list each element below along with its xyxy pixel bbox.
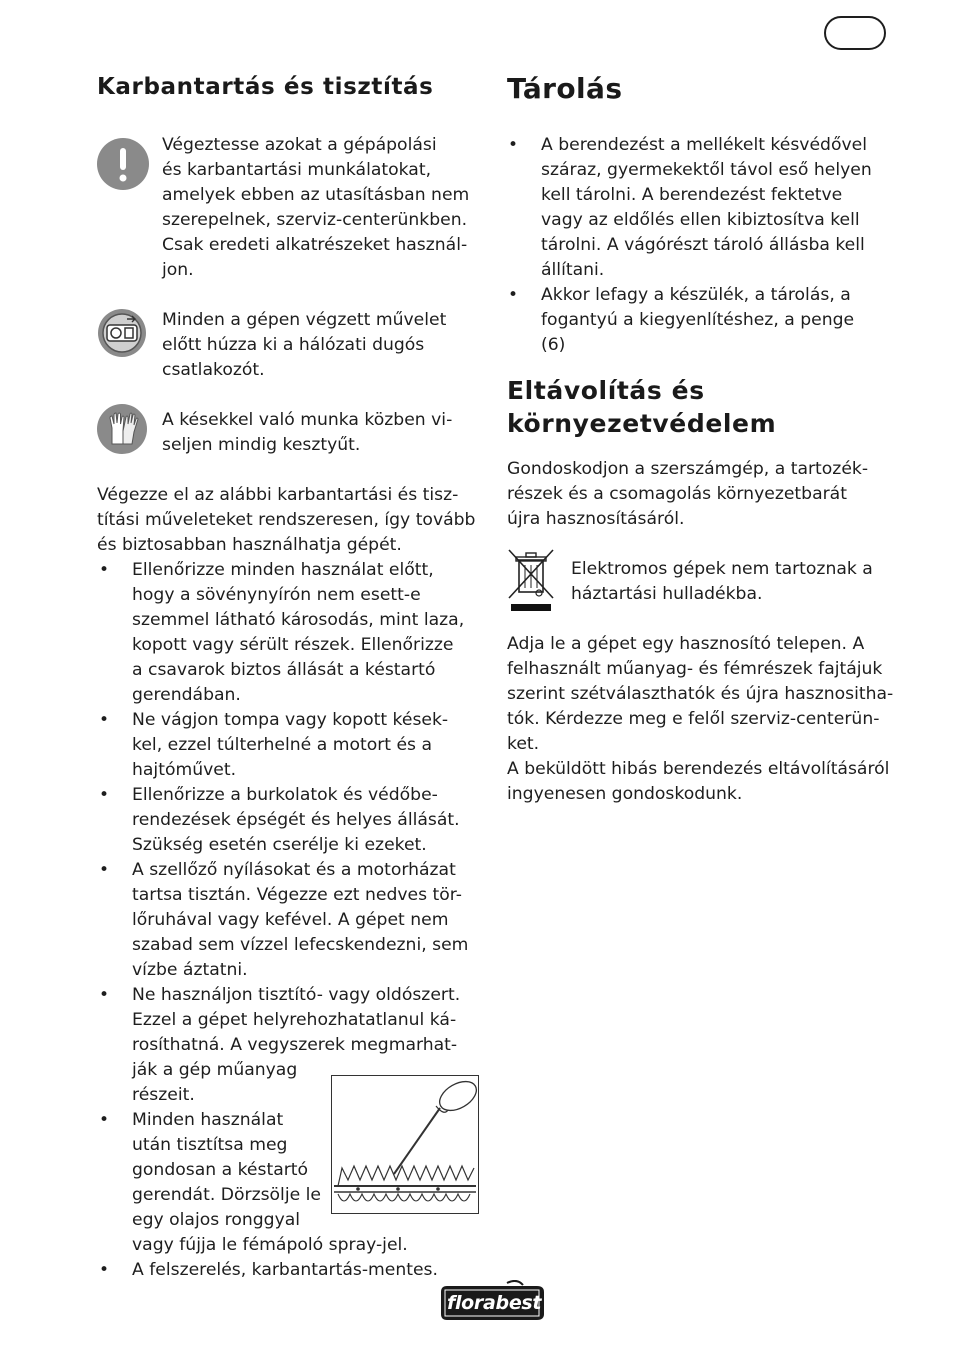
text-line: Ne vágjon tompa vagy kopott kések- bbox=[132, 710, 449, 730]
text-line: vagy az eldőlés ellen kibiztosítva kell bbox=[541, 210, 860, 230]
text-line: és biztosabban használhatja gépét. bbox=[97, 535, 402, 555]
text-line: seljen mindig kesztyűt. bbox=[162, 435, 361, 455]
environment-intro bbox=[507, 457, 868, 532]
weee-text bbox=[571, 557, 873, 607]
text-line: Adja le a gépet egy hasznosító telepen. A bbox=[507, 634, 865, 654]
text-line: szemmel látható károsodás, mint laza, bbox=[132, 610, 465, 630]
section-title-disposal: Eltávolítás és környezetvédelem bbox=[507, 376, 777, 438]
text-line: rosíthatná. A vegyszerek megmarhat- bbox=[132, 1035, 458, 1055]
list-item bbox=[541, 283, 854, 358]
warning-text bbox=[162, 133, 469, 283]
language-badge bbox=[824, 16, 886, 50]
text-line: Csak eredeti alkatrészeket használ- bbox=[162, 235, 468, 255]
text-line: A beküldött hibás berendezés eltávolításáról bbox=[507, 759, 890, 779]
bullet-icon: • bbox=[99, 560, 110, 580]
text-line: kopott vagy sérült részek. Ellenőrizze bbox=[132, 635, 454, 655]
bullet-icon: • bbox=[99, 860, 110, 880]
bullet-icon: • bbox=[508, 135, 519, 155]
list-item bbox=[132, 783, 460, 858]
text-line: hogy a sövénynyírón nem esett-e bbox=[132, 585, 421, 605]
crossed-bin-icon bbox=[505, 548, 557, 616]
text-line: állítani. bbox=[541, 260, 605, 280]
text-line: amelyek ebben az utasításban nem bbox=[162, 185, 470, 205]
text-line: hajtóművet. bbox=[132, 760, 237, 780]
text-line: Szükség esetén cserélje ki ezeket. bbox=[132, 835, 427, 855]
text-line: részeit. bbox=[132, 1085, 195, 1105]
bullet-icon: • bbox=[508, 285, 519, 305]
list-item bbox=[132, 558, 464, 708]
text-line: jon. bbox=[162, 260, 194, 280]
text-line: szerepelnek, szerviz-centerünkben. bbox=[162, 210, 468, 230]
gloves-text bbox=[162, 408, 452, 458]
text-line: előtt húzza ki a hálózati dugós bbox=[162, 335, 425, 355]
text-line: részek és a csomagolás környezetbarát bbox=[507, 484, 847, 504]
text-line: tárolni. A vágórészt tároló állásba kell bbox=[541, 235, 865, 255]
list-item bbox=[132, 708, 448, 783]
text-line: A felszerelés, karbantartás-mentes. bbox=[132, 1260, 438, 1280]
text-line: rendezések épségét és helyes állását. bbox=[132, 810, 460, 830]
unplug-text bbox=[162, 308, 446, 383]
text-line: gerendát. Dörzsölje le bbox=[132, 1185, 321, 1205]
text-line: tartsa tisztán. Végezze ezt nedves tör- bbox=[132, 885, 462, 905]
text-line: ják a gép műanyag bbox=[132, 1060, 298, 1080]
text-line: Ezzel a gépet helyrehozhatatlanul ká- bbox=[132, 1010, 457, 1030]
text-line: Végezze el az alábbi karbantartási és tisz- bbox=[97, 485, 459, 505]
text-line: Minden a gépen végzett művelet bbox=[162, 310, 447, 330]
text-line: kell tárolni. A berendezést fektetve bbox=[541, 185, 843, 205]
list-item bbox=[132, 858, 468, 983]
bullet-icon: • bbox=[99, 1110, 110, 1130]
text-line: háztartási hulladékba. bbox=[571, 584, 763, 604]
gloves-icon bbox=[97, 404, 147, 454]
cleaning-illustration bbox=[331, 1075, 479, 1214]
text-line: ingyenesen gondoskodunk. bbox=[507, 784, 743, 804]
list-item bbox=[132, 1258, 438, 1283]
text-line: Elektromos gépek nem tartoznak a bbox=[571, 559, 873, 579]
text-line: A szellőző nyílásokat és a motorházat bbox=[132, 860, 456, 880]
text-line: újra hasznosításáról. bbox=[507, 509, 685, 529]
text-line: felhasznált műanyag- és fémrészek fajtájuk bbox=[507, 659, 883, 679]
text-line: fogantyú a kiegyenlítéshez, a penge bbox=[541, 310, 855, 330]
text-line: A berendezést a mellékelt késvédővel bbox=[541, 135, 867, 155]
section-title-storage: Tárolás bbox=[507, 72, 623, 105]
bullet-icon: • bbox=[99, 1260, 110, 1280]
maintenance-intro bbox=[97, 483, 475, 558]
text-line: gerendában. bbox=[132, 685, 241, 705]
text-line: kel, ezzel túlterhelné a motort és a bbox=[132, 735, 433, 755]
bullet-icon: • bbox=[99, 985, 110, 1005]
bullet-icon: • bbox=[99, 710, 110, 730]
text-line: vagy fújja le fémápoló spray-jel. bbox=[132, 1235, 408, 1255]
disposal-text bbox=[507, 632, 893, 807]
unplug-icon bbox=[97, 308, 147, 358]
text-line: Végeztesse azokat a gépápolási bbox=[162, 135, 437, 155]
brand-logo-text: florabest bbox=[447, 1292, 542, 1314]
text-line: A késekkel való munka közben vi- bbox=[162, 410, 453, 430]
text-line: tók. Kérdezze meg e felől szerviz-centerün- bbox=[507, 709, 880, 729]
text-line: Akkor lefagy a készülék, a tárolás, a bbox=[541, 285, 851, 305]
text-line: száraz, gyermekektől távol eső helyen bbox=[541, 160, 872, 180]
text-line: egy olajos ronggyal bbox=[132, 1210, 301, 1230]
text-line: Ellenőrizze minden használat előtt, bbox=[132, 560, 434, 580]
text-line: Ne használjon tisztító- vagy oldószert. bbox=[132, 985, 461, 1005]
text-line: után tisztítsa meg bbox=[132, 1135, 288, 1155]
text-line: szerint szétválaszthatók és újra hasznositha- bbox=[507, 684, 894, 704]
text-line: és karbantartási munkálatokat, bbox=[162, 160, 432, 180]
text-line: csatlakozót. bbox=[162, 360, 265, 380]
text-line: vízbe áztatni. bbox=[132, 960, 248, 980]
text-line: (6) bbox=[541, 335, 566, 355]
text-line: lőruhával vagy kefével. A gépet nem bbox=[132, 910, 449, 930]
section-title-maintenance: Karbantartás és tisztítás bbox=[97, 74, 434, 100]
text-line: szabad sem vízzel lefecskendezni, sem bbox=[132, 935, 469, 955]
text-line: gondosan a késtartó bbox=[132, 1160, 309, 1180]
text-line: ket. bbox=[507, 734, 540, 754]
list-item bbox=[541, 133, 872, 283]
exclamation-icon bbox=[97, 138, 149, 190]
text-line: Ellenőrizze a burkolatok és védőbe- bbox=[132, 785, 438, 805]
text-line: Minden használat bbox=[132, 1110, 284, 1130]
bullet-icon: • bbox=[99, 785, 110, 805]
text-line: a csavarok biztos állását a késtartó bbox=[132, 660, 436, 680]
text-line: Gondoskodjon a szerszámgép, a tartozék- bbox=[507, 459, 869, 479]
text-line: títási műveleteket rendszeresen, így tovább bbox=[97, 510, 476, 530]
